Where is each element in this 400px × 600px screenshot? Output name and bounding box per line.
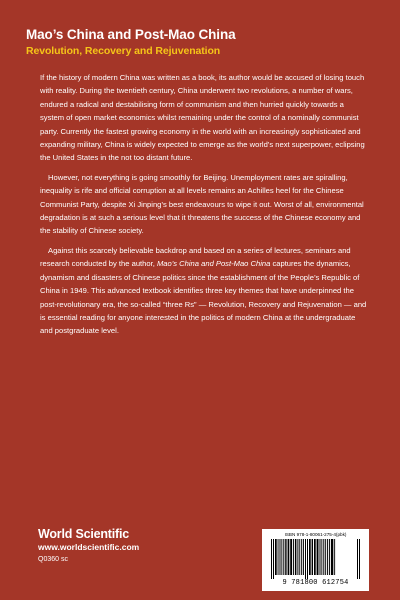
barcode-bar [280, 539, 281, 575]
blurb-paragraph-3 [40, 244, 367, 338]
barcode-box [262, 529, 369, 591]
barcode-bar [275, 539, 277, 575]
barcode-bar [290, 539, 292, 575]
blurb-paragraph-2: However, not everything is going smoothly for Beijing. Unemployment rates are spiralling, inequality is rife and official corruption at all levels remains an Achilles heel for the Chinese Communist Party, despite Xi Jinping’s best endeavours to wipe it out. Worst of all, environmental degradation is at such a serious level that it threatens the success of the Chinese economy and the stability of Chinese society. [40, 172, 364, 236]
barcode-bar [323, 539, 324, 575]
barcode-bar [314, 539, 316, 575]
blurb-paragraph-3-start: Against this scarcely believable backdrop and based on a series of lectures, seminars and research conducted by the author, [40, 245, 351, 269]
barcode-bar [357, 539, 358, 579]
barcode-bar [301, 539, 302, 575]
barcode-bar [312, 539, 313, 575]
barcode-bars [270, 539, 361, 579]
barcode-bar [285, 539, 286, 575]
barcode-bar [288, 539, 290, 575]
barcode-bar [303, 539, 304, 575]
barcode-bar [297, 539, 298, 575]
barcode-bar [329, 539, 330, 575]
barcode-bar [281, 539, 282, 575]
book-title: Mao’s China and Post-Mao China [26, 27, 236, 42]
barcode-bar [331, 539, 333, 575]
publisher-block [38, 527, 139, 565]
barcode-bar [278, 539, 279, 575]
barcode-bar [295, 539, 296, 575]
barcode-bar [325, 539, 326, 575]
publisher-name: World Scientific [38, 527, 130, 541]
barcode-bar [271, 539, 272, 579]
barcode-bar [309, 539, 311, 575]
blurb-paragraph-3-end: captures the dynamics, dynamism and disasters of Chinese politics since the establishment of the People’s Republic of China in 1949. This advanced textbook identifies three key themes that have underpinned the post-revolutionary era, the so-called “three Rs” — Revolution, Recovery and Rejuvenation — and is essential reading for anyone interested in the politics of modern China at the undergraduate and postgraduate level. [40, 259, 367, 336]
barcode-bar [273, 539, 274, 579]
barcode-bar [283, 539, 284, 575]
barcode-bar [320, 539, 321, 575]
barcode-bar [317, 539, 319, 575]
barcode-bar [307, 539, 308, 579]
blurb-book-title-italic: Mao’s China and Post-Mao China [156, 259, 271, 269]
barcode-bar [327, 539, 328, 575]
blurb-paragraph-1: If the history of modern China was written as a book, its author would be accused of losing touch with reality. During the twentieth century, China underwent two revolutions, a number of wars, endured a radical and destabilising form of communism and then hurried quickly towards a system of open market economics whilst remaining under the control of a nominally communist party. Currently the fastest growing economy in the world with an increasingly sophisticated and expanding military, China is widely expected to emerge as the world’s next superpower, eclipsing the United States in the not too distant future. [40, 73, 365, 163]
isbn-label: ISBN 978-1-80061-275-4(pbk) [284, 532, 347, 537]
publisher-code: Q0360 sc [38, 556, 68, 563]
barcode-bar [293, 539, 294, 575]
barcode-bar [305, 539, 306, 579]
barcode-bar [334, 539, 335, 575]
book-subtitle: Revolution, Recovery and Rejuvenation [26, 45, 221, 57]
barcode-bar [321, 539, 322, 575]
barcode-bar [359, 539, 360, 579]
barcode-bar [299, 539, 300, 575]
barcode-digits: 9 781800 612754 [282, 579, 349, 587]
blurb [40, 71, 367, 344]
publisher-url: www.worldscientific.com [38, 542, 140, 552]
